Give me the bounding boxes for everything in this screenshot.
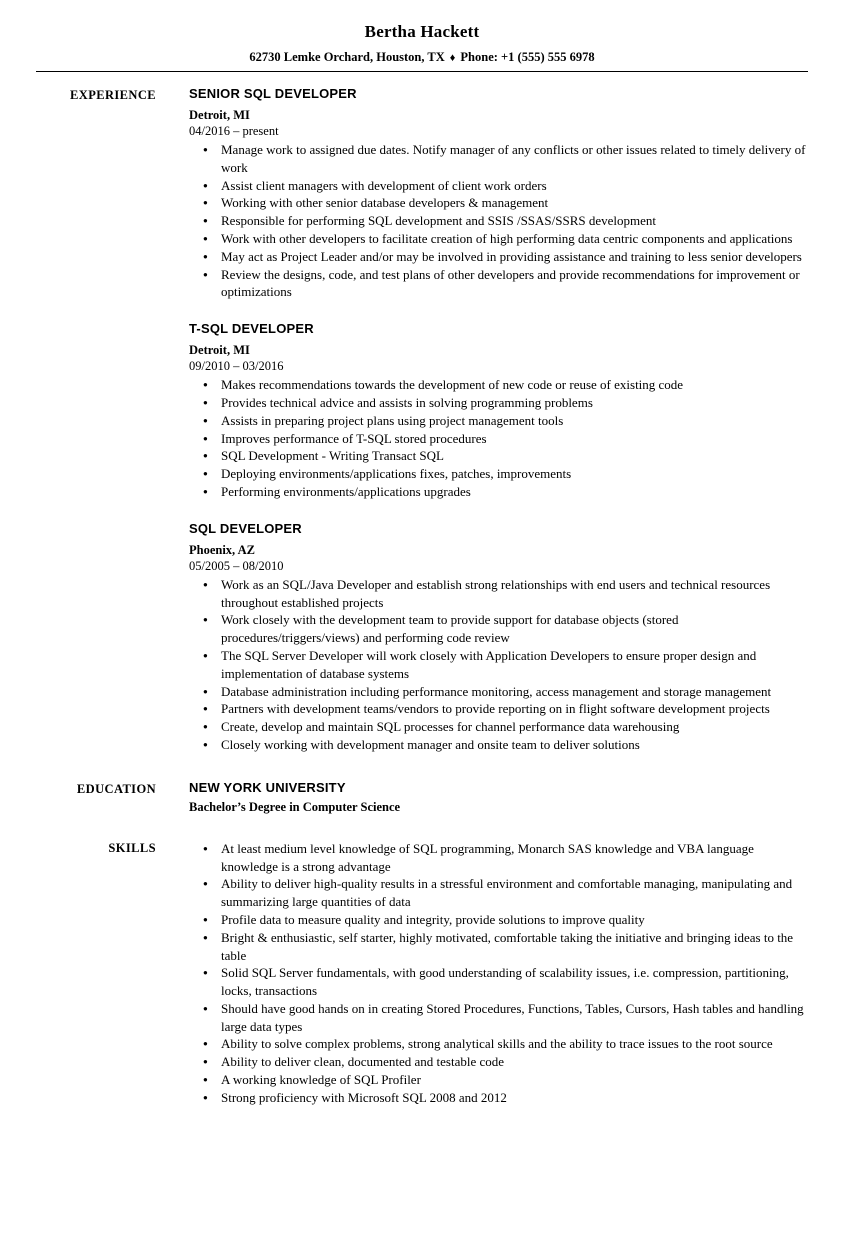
list-item: ● Work as an SQL/Java Developer and establish strong relationships with end users and technical resources throughout established projects: [201, 576, 808, 612]
list-item: ● Profile data to measure quality and integrity, provide solutions to improve quality: [201, 911, 808, 929]
skills-section: [36, 839, 808, 1107]
job-location: Detroit, MI: [189, 108, 250, 122]
list-item: ● Strong proficiency with Microsoft SQL 2008 and 2012: [201, 1089, 808, 1107]
skills-section-body: [156, 839, 808, 1107]
job-dates: 09/2010 – 03/2016: [189, 359, 284, 374]
education-school: NEW YORK UNIVERSITY: [189, 779, 346, 795]
skills-bullet-list: [189, 840, 808, 1107]
job-entry: [189, 521, 808, 754]
job-bullet-list: [189, 576, 808, 754]
list-item: ● Performing environments/applications upgrades: [201, 483, 808, 501]
list-item: ● Ability to deliver high-quality results in a stressful environment and comfortable managing, manipulating and summarizing large quantities of data: [201, 875, 808, 911]
list-item: ● Database administration including performance monitoring, access management and storage management: [201, 683, 808, 701]
list-item: ● Improves performance of T-SQL stored procedures: [201, 430, 808, 448]
education-section: [36, 780, 808, 817]
contact-address: 62730 Lemke Orchard, Houston, TX: [249, 50, 445, 64]
list-item: ● Create, develop and maintain SQL processes for channel performance data warehousing: [201, 718, 808, 736]
list-item: ● Closely working with development manager and onsite team to deliver solutions: [201, 736, 808, 754]
list-item: ● Working with other senior database developers & management: [201, 194, 808, 212]
list-item: ● Makes recommendations towards the development of new code or reuse of existing code: [201, 376, 808, 394]
job-dates: 05/2005 – 08/2010: [189, 558, 284, 573]
list-item: ● Partners with development teams/vendors to provide reporting on in flight software development projects: [201, 700, 808, 718]
list-item: ● Solid SQL Server fundamentals, with good understanding of scalability issues, i.e. compression, partitioning, locks, transactions: [201, 964, 808, 1000]
job-bullet-list: [189, 376, 808, 501]
skills-section-label: SKILLS: [108, 840, 156, 855]
experience-section-label: EXPERIENCE: [70, 88, 156, 102]
job-entry: [189, 86, 808, 301]
job-location: Phoenix, AZ: [189, 542, 255, 557]
list-item: ● May act as Project Leader and/or may be involved in providing assistance and training to less senior developers: [201, 248, 808, 266]
job-entry: [189, 321, 808, 501]
job-location: Detroit, MI: [189, 343, 250, 358]
contact-line: [36, 50, 808, 65]
list-item: ● SQL Development - Writing Transact SQL: [201, 447, 808, 465]
list-item: ● Manage work to assigned due dates. Notify manager of any conflicts or other issues related to timely delivery of work: [201, 141, 808, 177]
job-title: SQL DEVELOPER: [189, 520, 302, 536]
job-dates: 04/2016 – present: [189, 124, 279, 138]
list-item: ● Ability to solve complex problems, strong analytical skills and the ability to trace issues to the root source: [201, 1035, 808, 1053]
list-item: ● The SQL Server Developer will work closely with Application Developers to ensure proper design and implementation of database systems: [201, 647, 808, 683]
list-item: ● Work with other developers to facilitate creation of high performing data centric components and applications: [201, 230, 808, 248]
list-item: ● Ability to deliver clean, documented and testable code: [201, 1053, 808, 1071]
list-item: ● Assist client managers with development of client work orders: [201, 177, 808, 195]
page-title: Bertha Hackett: [364, 22, 480, 41]
experience-section: [36, 86, 808, 764]
list-item: ● A working knowledge of SQL Profiler: [201, 1071, 808, 1089]
job-title: T-SQL DEVELOPER: [189, 321, 314, 337]
education-section-label: EDUCATION: [76, 781, 156, 796]
list-item: ● Review the designs, code, and test plans of other developers and provide recommendations for improvement or optimizations: [201, 266, 808, 302]
contact-phone: Phone: +1 (555) 555 6978: [460, 50, 595, 64]
list-item: ● Responsible for performing SQL development and SSIS /SSAS/SSRS development: [201, 212, 808, 230]
job-bullet-list: [189, 141, 808, 301]
job-title: SENIOR SQL DEVELOPER: [189, 86, 357, 101]
list-item: ● At least medium level knowledge of SQL programming, Monarch SAS knowledge and VBA language knowledge is a strong advantage: [201, 840, 808, 876]
experience-section-body: [156, 86, 808, 764]
list-item: ● Assists in preparing project plans using project management tools: [201, 412, 808, 430]
header-divider: [36, 71, 808, 72]
education-degree: Bachelor’s Degree in Computer Science: [189, 799, 401, 814]
list-item: ● Work closely with the development team to provide support for database objects (stored procedures/triggers/views) and performing code review: [201, 611, 808, 647]
list-item: ● Should have good hands on in creating Stored Procedures, Functions, Tables, Cursors, Hash tables and handling large data types: [201, 1000, 808, 1036]
list-item: ● Provides technical advice and assists in solving programming problems: [201, 394, 808, 412]
education-section-body: [156, 780, 808, 817]
list-item: ● Deploying environments/applications fixes, patches, improvements: [201, 465, 808, 483]
diamond-separator-icon: ♦: [449, 52, 456, 64]
list-item: ● Bright & enthusiastic, self starter, highly motivated, comfortable taking the initiative and bringing ideas to the table: [201, 929, 808, 965]
